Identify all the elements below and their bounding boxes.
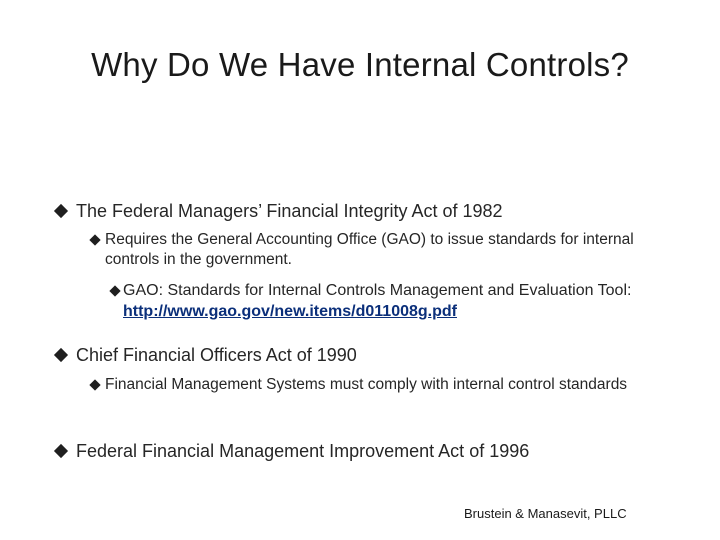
sub-bullet-fms <box>88 375 658 395</box>
footer-credit: Brustein & Manasevit, PLLC <box>464 506 627 521</box>
bullet-ffmia-1996 <box>50 440 690 462</box>
diamond-bullet-icon <box>89 234 100 245</box>
bullet-text: Federal Financial Management Improvement Act of 1996 <box>76 441 530 461</box>
diamond-bullet-icon <box>109 285 120 296</box>
diamond-bullet-icon <box>54 444 68 458</box>
diamond-bullet-icon <box>54 348 68 362</box>
diamond-bullet-icon <box>54 204 68 218</box>
bullet-text: The Federal Managers’ Financial Integrity Act of 1982 <box>76 201 503 221</box>
gao-pdf-link[interactable]: http://www.gao.gov/new.items/d011008g.pdf <box>123 303 457 320</box>
bullet-cfo-act <box>50 344 670 366</box>
bullet-ffmia <box>50 200 670 222</box>
sub-bullet-gao-standards <box>88 230 648 270</box>
sub-bullet-text: Requires the General Accounting Office (GAO) to issue standards for internal controls in the government. <box>105 231 634 268</box>
sub-bullet-text: Financial Management Systems must comply with internal control standards <box>105 376 628 393</box>
sub-sub-bullet-text <box>123 280 678 322</box>
diamond-bullet-icon <box>89 379 100 390</box>
slide-title: Why Do We Have Internal Controls? <box>91 46 629 83</box>
sub-sub-bullet-gao-tool <box>108 280 678 322</box>
gao-tool-text: GAO: Standards for Internal Controls Management and Evaluation Tool: <box>123 282 632 299</box>
bullet-text: Chief Financial Officers Act of 1990 <box>76 345 357 365</box>
